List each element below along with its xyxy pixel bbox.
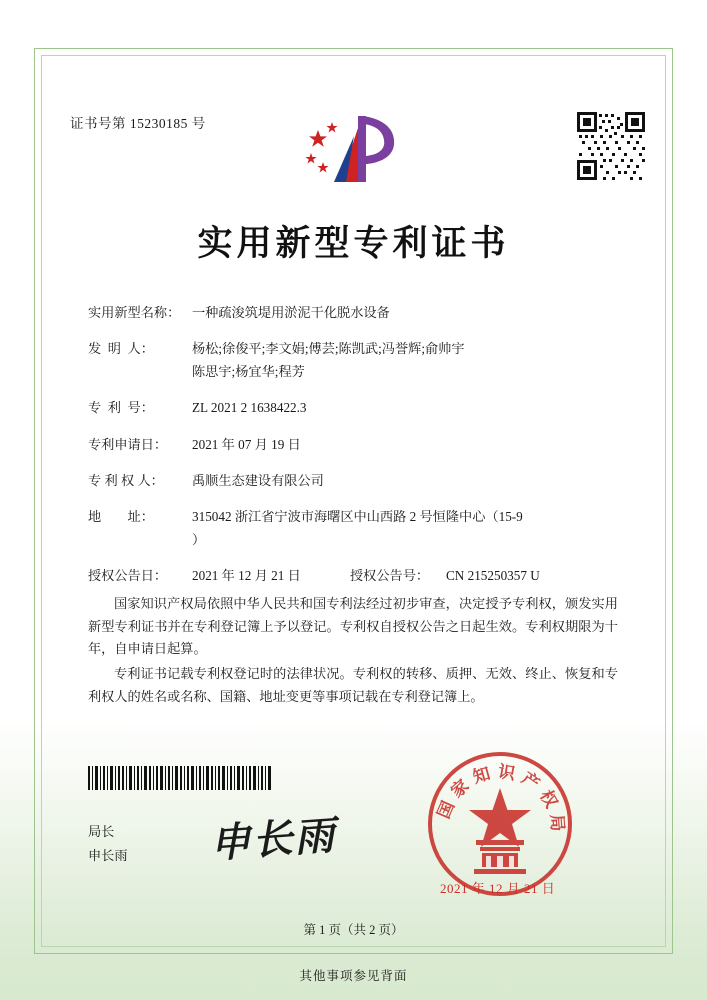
address-line-2: ） — [192, 532, 206, 548]
legal-text — [88, 593, 618, 711]
address-line-1: 315042 浙江省宁波市海曙区中山西路 2 号恒隆中心（15-9 — [192, 509, 523, 525]
director-label: 局长 — [88, 824, 115, 839]
field-label-grant-number: 授权公告号： — [350, 568, 430, 584]
field-label-grant-date: 授权公告日： — [88, 568, 168, 584]
barcode-icon — [88, 766, 273, 790]
field-value-address — [192, 507, 628, 550]
legal-paragraph-2: 专利证书记载专利权登记时的法律状况。专利权的转移、质押、无效、终止、恢复和专利权人的姓名或名称、国籍、地址变更等事项记载在专利登记簿上。 — [88, 666, 618, 704]
field-label-address: 地 址： — [88, 509, 154, 525]
field-value-patentee: 禹顺生态建设有限公司 — [192, 472, 324, 488]
inventors-line-1: 杨松;徐俊平;李文娟;傅芸;陈凯武;冯誉辉;俞帅宇 — [192, 341, 465, 357]
field-value-utility-model-name: 一种疏浚筑堤用淤泥干化脱水设备 — [192, 305, 390, 320]
director-title-block — [88, 820, 128, 869]
certificate-number: 证书号第 15230185 号 — [70, 116, 206, 131]
field-grant-date — [88, 566, 350, 586]
svg-text:国家知识产权局: 国家知识产权局 — [433, 762, 568, 839]
field-address — [88, 507, 628, 550]
field-value-grant-date: 2021 年 12 月 21 日 — [192, 568, 301, 584]
director-name: 申长雨 — [88, 848, 128, 864]
legal-paragraph-1: 国家知识产权局依照中华人民共和国专利法经过初步审查，决定授予专利权，颁发实用新型专利证书并在专利登记簿上予以登记。专利权自授权公告之日起生效。专利权期限为十年，自申请日起算。 — [88, 596, 618, 657]
field-label-patentee: 专 利 权 人： — [88, 472, 164, 488]
field-label-application-date: 专利申请日： — [88, 436, 168, 452]
field-patentee — [88, 471, 628, 491]
field-value-inventors — [192, 339, 628, 382]
field-inventors — [88, 339, 628, 382]
field-application-date — [88, 435, 628, 455]
field-value-patent-number: ZL 2021 2 1638422.3 — [192, 400, 307, 416]
field-grant-row — [88, 566, 628, 586]
field-label-utility-model-name: 实用新型名称： — [88, 305, 181, 320]
director-handwritten-signature: 申长雨 — [208, 811, 338, 868]
field-utility-model-name — [88, 303, 628, 323]
page-number: 第 1 页（共 2 页） — [303, 923, 404, 937]
back-side-note: 其他事项参见背面 — [299, 969, 408, 983]
field-grant-number — [350, 566, 540, 586]
cnipa-logo-icon — [296, 112, 416, 190]
field-label-inventors: 发 明 人： — [88, 341, 154, 357]
qr-code-icon — [575, 110, 647, 182]
field-value-grant-number: CN 215250357 U — [446, 568, 540, 584]
inventors-line-2: 陈思宇;杨宜华;程芳 — [192, 364, 305, 380]
field-label-patent-number: 专 利 号： — [88, 400, 154, 416]
seal-date: 2021 年 12 月 21 日 — [440, 881, 556, 896]
page-title: 实用新型专利证书 — [197, 223, 510, 264]
field-patent-number — [88, 398, 628, 418]
certificate-fields — [88, 303, 628, 603]
field-value-application-date: 2021 年 07 月 19 日 — [192, 436, 301, 452]
